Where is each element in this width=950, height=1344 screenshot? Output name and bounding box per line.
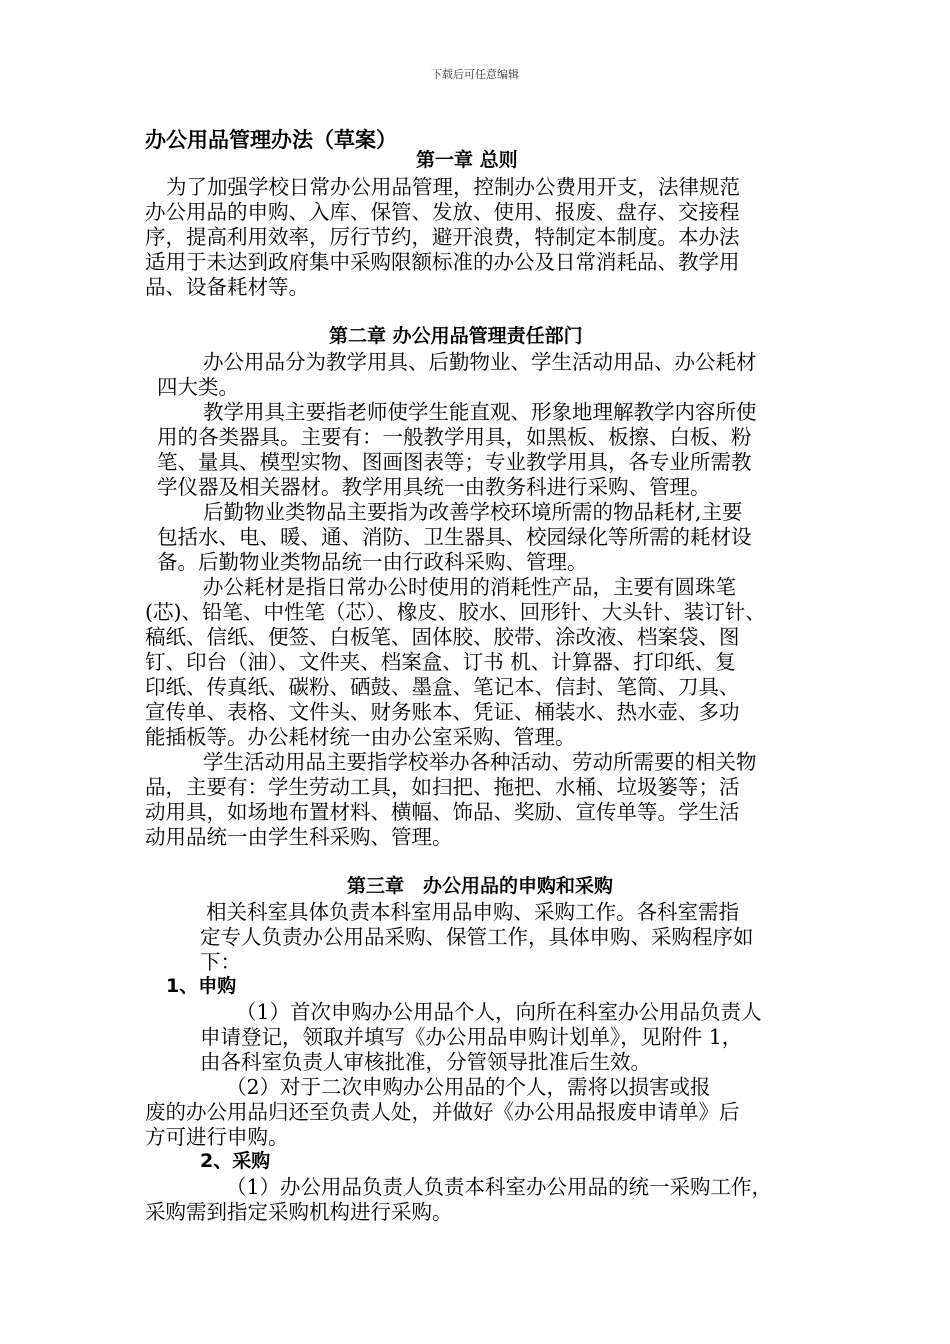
chapter2-line: 印纸、传真纸、碳粉、硒鼓、墨盒、笔记本、信封、笔筒、刀具、 bbox=[145, 675, 740, 699]
chapter2-line: 学仪器及相关器材。教学用具统一由教务科进行采购、管理。 bbox=[157, 475, 711, 499]
document-title: 办公用品管理办法（草案） bbox=[145, 128, 397, 152]
section1-line: 方可进行申购。 bbox=[145, 1125, 289, 1149]
chapter2-line: 品，主要有：学生劳动工具，如扫把、拖把、水桶、垃圾篓等；活 bbox=[145, 775, 740, 799]
section-heading-purchase: 2、采购 bbox=[200, 1150, 271, 1172]
chapter2-line: 备。后勤物业类物品统一由行政科采购、管理。 bbox=[157, 550, 588, 574]
section1-line: 由各科室负责人审核批准，分管领导批准后生效。 bbox=[200, 1050, 651, 1074]
chapter2-line: 办公用品分为教学用具、后勤物业、学生活动用品、办公耗材 bbox=[203, 350, 757, 374]
section2-line: 采购需到指定采购机构进行采购。 bbox=[145, 1200, 453, 1224]
chapter1-line: 适用于未达到政府集中采购限额标准的办公及日常消耗品、教学用 bbox=[145, 250, 740, 274]
section1-line: （2）对于二次申购办公用品的个人，需将以损害或报 bbox=[226, 1075, 711, 1099]
chapter2-line: 用的各类器具。主要有：一般教学用具，如黑板、板擦、白板、粉 bbox=[157, 425, 752, 449]
chapter3-heading: 第三章 办公用品的申购和采购 bbox=[347, 875, 614, 897]
chapter2-line: (芯)、铅笔、中性笔（芯）、橡皮、胶水、回形针、大头针、装订针、 bbox=[145, 600, 766, 624]
chapter2-heading: 第二章 办公用品管理责任部门 bbox=[329, 325, 583, 347]
chapter2-line: 后勤物业类物品主要指为改善学校环境所需的物品耗材,主要 bbox=[203, 500, 743, 524]
chapter2-line: 笔、量具、模型实物、图画图表等；专业教学用具，各专业所需教 bbox=[157, 450, 752, 474]
chapter2-line: 宣传单、表格、文件头、财务账本、凭证、桶装水、热水壶、多功 bbox=[145, 700, 740, 724]
chapter3-intro-line: 下： bbox=[200, 950, 241, 974]
section1-line: 申请登记，领取并填写《办公用品申购计划单》，见附件 1， bbox=[200, 1025, 743, 1049]
chapter2-line: 教学用具主要指老师使学生能直观、形象地理解教学内容所使 bbox=[203, 400, 757, 424]
chapter1-line: 办公用品的申购、入库、保管、发放、使用、报废、盘存、交接程 bbox=[145, 200, 740, 224]
chapter1-line: 为了加强学校日常办公用品管理，控制办公费用开支，法律规范 bbox=[166, 175, 740, 199]
chapter2-line: 办公耗材是指日常办公时使用的消耗性产品，主要有圆珠笔 bbox=[203, 575, 736, 599]
chapter1-line: 品、设备耗材等。 bbox=[145, 275, 309, 299]
chapter1-heading: 第一章 总则 bbox=[416, 149, 518, 171]
chapter2-line: 包括水、电、暖、通、消防、卫生器具、校园绿化等所需的耗材设 bbox=[157, 525, 752, 549]
chapter2-line: 稿纸、信纸、便签、白板笔、固体胶、胶带、涂改液、档案袋、图 bbox=[145, 625, 740, 649]
chapter3-intro-line: 定专人负责办公用品采购、保管工作，具体申购、采购程序如 bbox=[200, 925, 754, 949]
page-header-note: 下载后可任意编辑 bbox=[431, 68, 519, 81]
section1-line: （1）首次申购办公用品个人，向所在科室办公用品负责人 bbox=[236, 1000, 762, 1024]
chapter2-line: 四大类。 bbox=[157, 375, 239, 399]
section-heading-apply: 1、申购 bbox=[166, 975, 237, 997]
section1-line: 废的办公用品归还至负责人处，并做好《办公用品报废申请单》后 bbox=[145, 1100, 740, 1124]
chapter2-line: 学生活动用品主要指学校举办各种活动、劳动所需要的相关物 bbox=[203, 750, 757, 774]
chapter2-line: 动用具，如场地布置材料、横幅、饰品、奖励、宣传单等。学生活 bbox=[145, 800, 740, 824]
chapter3-intro-line: 相关科室具体负责本科室用品申购、采购工作。各科室需指 bbox=[206, 900, 739, 924]
chapter1-line: 序，提高利用效率，厉行节约，避开浪费，特制定本制度。本办法 bbox=[145, 225, 740, 249]
chapter2-line: 钉、印台（油）、文件夹、档案盒、订书 机、计算器、打印纸、复 bbox=[145, 650, 736, 674]
section2-line: （1）办公用品负责人负责本科室办公用品的统一采购工作， bbox=[226, 1175, 773, 1199]
chapter2-line: 能插板等。办公耗材统一由办公室采购、管理。 bbox=[145, 725, 576, 749]
chapter2-line: 动用品统一由学生科采购、管理。 bbox=[145, 825, 453, 849]
